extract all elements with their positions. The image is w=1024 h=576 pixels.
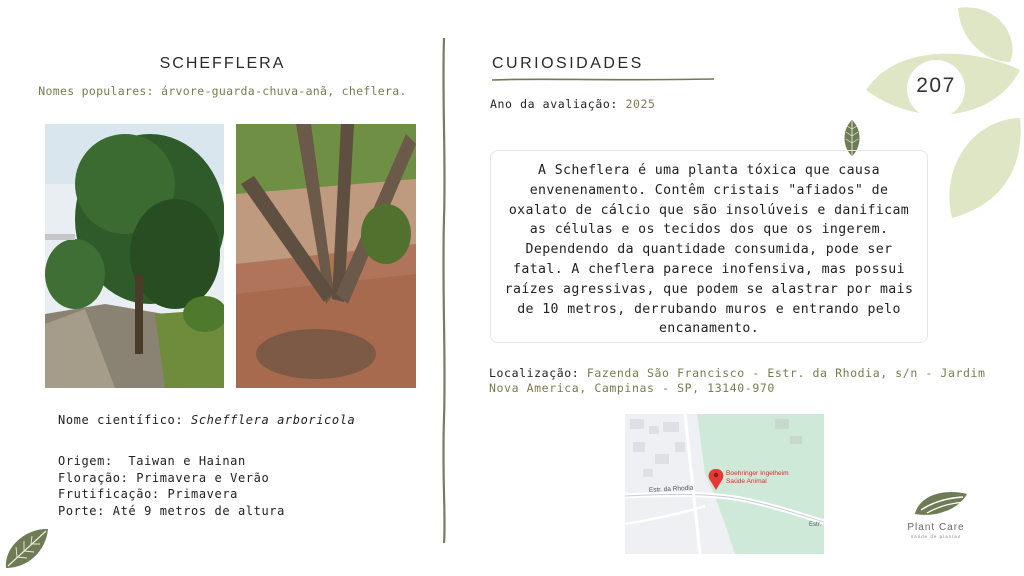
- map-pin-label-line2: Saúde Animal: [726, 478, 767, 485]
- scientific-name-value: Schefflera arboricola: [191, 413, 356, 427]
- map-road-label: Estr. da Rhodia: [648, 484, 694, 494]
- brand-name: Plant Care: [907, 522, 965, 533]
- leaf-icon: [2, 526, 50, 570]
- photo-tree-trunks: [236, 124, 416, 388]
- fact-flowering: Floração: Primavera e Verão: [58, 470, 270, 485]
- fact-fruiting: Frutificação: Primavera: [58, 487, 238, 501]
- page-number: 207: [916, 74, 956, 97]
- brand-logo-icon: [913, 488, 969, 520]
- brand-tagline: saúde de plantas: [910, 534, 962, 539]
- year-value: 2025: [625, 97, 656, 111]
- plant-facts: [58, 453, 285, 519]
- fact-origin: Origem: Taiwan e Hainan: [58, 454, 246, 468]
- evaluation-year: [490, 97, 656, 111]
- scientific-name: [58, 413, 355, 427]
- year-label: Ano da avaliação:: [490, 97, 626, 111]
- popular-names: Nomes populares: árvore-guarda-chuva-anã, cheflera.: [38, 84, 407, 98]
- fact-size: Porte: Até 9 metros de altura: [58, 503, 285, 518]
- map-pin-label-line1: Boehringer Ingelheim: [726, 470, 789, 477]
- location-value: Fazenda São Francisco - Estr. da Rhodia, s/n - Jardim Nova America, Campinas - SP, 13140-970: [489, 366, 986, 395]
- location-map[interactable]: [625, 414, 824, 554]
- scientific-label: Nome científico:: [58, 413, 192, 427]
- map-road-label-short: Estr.: [809, 522, 822, 528]
- plant-title: SCHEFFLERA: [159, 55, 286, 72]
- location: [489, 366, 989, 396]
- title-underline: [492, 77, 714, 82]
- vertical-divider: [441, 38, 447, 543]
- photo-tree-foliage: [45, 124, 224, 388]
- curiosities-title: CURIOSIDADES: [492, 55, 644, 72]
- curiosity-text-box: A Scheflera é uma planta tóxica que causa envenenamento. Contêm cristais "afiados" de oxalato de cálcio que são insolúveis e danificam as células e os tecidos dos que os ingerem. Dependendo da quantidade consumida, pode ser fatal. A cheflera parece inofensiva, mas possui raízes agressivas, que podem se alastrar por mais de 10 metros, derrubando muros e entrando pelo encanamento.: [490, 150, 928, 343]
- location-label: Localização:: [489, 366, 587, 380]
